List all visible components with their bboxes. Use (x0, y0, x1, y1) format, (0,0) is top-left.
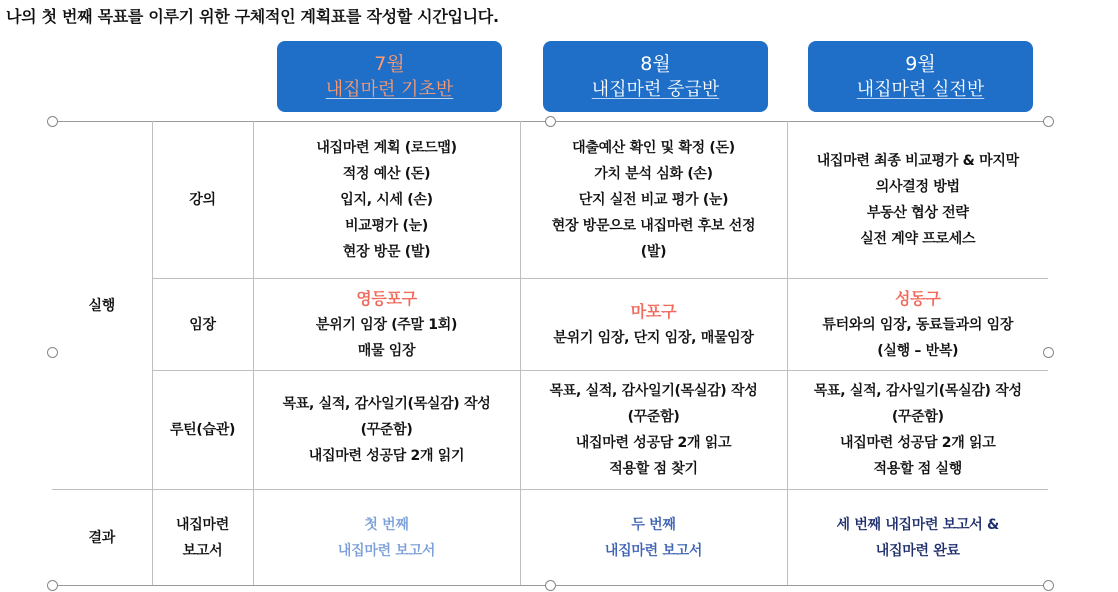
cell-field-august[interactable] (520, 279, 787, 371)
cell-line: 적용할 점 실행 (873, 461, 962, 477)
cell-lecture-july[interactable] (253, 122, 520, 279)
row-label-routine: 루틴(습관) (152, 371, 253, 490)
table-row (52, 371, 1048, 490)
month-header-july (277, 41, 502, 112)
cell-report-july[interactable] (253, 490, 520, 586)
cell-line: 비교평가 (눈) (345, 218, 428, 234)
cell-line: 보고서 (182, 542, 223, 559)
cell-line: 목표, 실적, 감사일기(목실감) 작성 (549, 383, 758, 399)
cell-report-august[interactable] (520, 490, 787, 586)
course-label: 내집마련 기초반 (325, 78, 454, 100)
row-label-lecture: 강의 (152, 122, 253, 279)
cell-lecture-august[interactable] (520, 122, 787, 279)
cell-line: 내집마련 최종 비교평가 & 마지막 (816, 153, 1019, 169)
cell-line: 목표, 실적, 감사일기(목실감) 작성 (282, 396, 491, 412)
cell-routine-july[interactable] (253, 371, 520, 490)
plan-table[interactable] (52, 121, 1048, 586)
resize-handle-bottom-middle[interactable] (545, 580, 556, 591)
month-header-september (808, 41, 1033, 112)
cell-field-july[interactable] (253, 279, 520, 371)
table-row (52, 122, 1048, 279)
cell-line: 단지 실전 비교 평가 (눈) (578, 192, 729, 208)
month-header-august (543, 41, 768, 112)
cell-line: 세 번째 내집마련 보고서 & (836, 516, 999, 533)
cell-line: 매물 임장 (357, 342, 416, 359)
cell-line: 내집마련 보고서 (604, 542, 703, 559)
cell-line: 내집마련 (176, 516, 229, 533)
district-label: 성동구 (895, 288, 941, 308)
table-row (52, 279, 1048, 371)
resize-handle-top-right[interactable] (1043, 116, 1054, 127)
cell-line: 대출예산 확인 및 확정 (돈) (572, 140, 735, 156)
cell-line: 두 번째 (631, 516, 676, 533)
district-label: 마포구 (630, 301, 677, 321)
cell-line: 목표, 실적, 감사일기(목실감) 작성 (813, 383, 1022, 399)
cell-lecture-september[interactable] (787, 122, 1048, 279)
cell-line: 내집마련 완료 (875, 542, 960, 559)
cell-line: (꾸준함) (360, 422, 413, 438)
cell-line: 내집마련 보고서 (337, 542, 436, 559)
resize-handle-bottom-left[interactable] (47, 580, 58, 591)
cell-line: 현장 방문으로 내집마련 후보 선정 (551, 218, 756, 234)
cell-routine-august[interactable] (520, 371, 787, 490)
resize-handle-bottom-right[interactable] (1043, 580, 1054, 591)
cell-line: 첫 번째 (364, 516, 409, 533)
cell-line: (꾸준함) (891, 409, 944, 425)
cell-line: 튜터와의 임장, 동료들과의 임장 (822, 316, 1014, 333)
cell-line: 가치 분석 심화 (손) (594, 166, 713, 182)
cell-line: 적정 예산 (돈) (342, 166, 431, 182)
row-group-result: 결과 (52, 490, 152, 586)
cell-line: 현장 방문 (발) (342, 244, 431, 260)
cell-line: 내집마련 성공담 2개 읽고 (840, 435, 996, 451)
district-label: 영등포구 (356, 288, 417, 308)
course-label: 내집마련 실전반 (856, 78, 985, 100)
cell-line: 내집마련 성공담 2개 읽기 (308, 448, 465, 464)
resize-handle-middle-left[interactable] (47, 347, 58, 358)
page-title: 나의 첫 번째 목표를 이루기 위한 구체적인 계획표를 작성할 시간입니다. (6, 7, 499, 26)
resize-handle-top-middle[interactable] (545, 116, 556, 127)
table-row (52, 490, 1048, 586)
cell-line: 의사결정 방법 (875, 179, 960, 195)
course-label: 내집마련 중급반 (591, 78, 720, 100)
cell-line: 적용할 점 찾기 (609, 461, 698, 477)
cell-line: 입지, 시세 (손) (340, 192, 433, 208)
cell-routine-september[interactable] (787, 371, 1048, 490)
month-label: 9월 (905, 52, 936, 75)
cell-line: (발) (640, 244, 667, 260)
row-label-field: 임장 (152, 279, 253, 371)
cell-report-september[interactable] (787, 490, 1048, 586)
resize-handle-middle-right[interactable] (1043, 347, 1054, 358)
resize-handle-top-left[interactable] (47, 116, 58, 127)
cell-line: 부동산 협상 전략 (866, 205, 969, 221)
cell-line: 분위기 임장, 단지 임장, 매물임장 (553, 329, 754, 346)
month-label: 7월 (374, 52, 405, 75)
cell-line: 내집마련 성공담 2개 읽고 (575, 435, 732, 451)
cell-line: (실행 – 반복) (877, 342, 959, 359)
cell-line: 실전 계약 프로세스 (860, 231, 976, 247)
cell-field-september[interactable] (787, 279, 1048, 371)
cell-line: 내집마련 계획 (로드맵) (316, 140, 457, 156)
cell-line: 분위기 임장 (주말 1회) (315, 316, 458, 333)
row-group-action: 실행 (52, 122, 152, 490)
cell-line: (꾸준함) (627, 409, 680, 425)
month-label: 8월 (640, 52, 671, 75)
row-label-report (152, 490, 253, 586)
